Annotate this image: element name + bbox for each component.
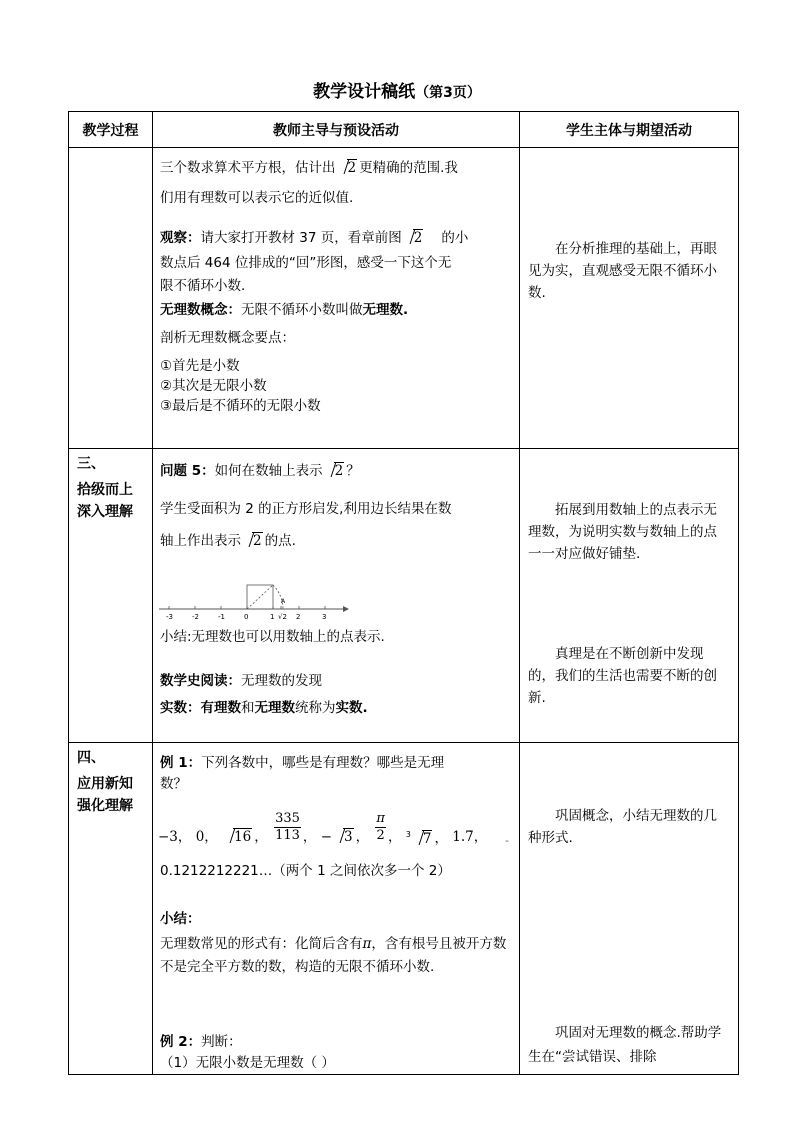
student-cell <box>520 449 739 743</box>
student-text: 在分析推理的基础上，再眼见为实，直观感受无限不循环小数. <box>528 241 717 301</box>
example-line: 例 1：下列各数中，哪些是有理数？哪些是无理 <box>160 755 445 771</box>
table-row <box>69 449 739 743</box>
text-line: 限不循环小数. <box>160 278 246 294</box>
example-line: 例 2：判断： <box>160 1034 242 1050</box>
text-line: 学生受面积为 2 的正方形启发,利用边长结果在数 <box>160 501 452 517</box>
axis-tick-label: √2 <box>278 613 287 621</box>
list-item: ③最后是不循环的无限小数 <box>160 398 321 414</box>
concept-line: 无理数概念：无限不循环小数叫做无理数. <box>160 302 409 318</box>
axis-tick-label: 3 <box>322 613 327 621</box>
text-line: 数点后 464 位排成的“回”形图，感受一下这个无 <box>160 255 452 271</box>
axis-tick-label: 2 <box>296 613 301 621</box>
stray-mark: - <box>505 834 509 847</box>
process-cell <box>69 449 153 743</box>
page-title <box>0 77 794 102</box>
process-cell-empty <box>69 148 153 449</box>
question-line: 问题 5：如何在数轴上表示 2 ？ <box>160 463 360 479</box>
title-main: 教学设计稿纸 <box>313 82 416 102</box>
sqrt-two: 2 <box>404 228 424 248</box>
axis-ticks <box>166 606 326 621</box>
section-title: 深入理解 <box>77 504 133 520</box>
axis-tick-label: 1 <box>270 613 275 621</box>
student-text: 巩固对无理数的概念.帮助学生在“尝试错误、排除 <box>528 1025 722 1065</box>
header-teacher: 教师主导与预设活动 <box>153 112 520 148</box>
point-label: A <box>281 598 286 605</box>
text-line: 三个数求算术平方根，估计出 2 更精确的范围.我 <box>160 160 458 176</box>
teacher-cell <box>153 449 520 743</box>
section-number: 四、 <box>77 750 105 766</box>
axis-arrow-icon <box>343 606 349 612</box>
number-list: −3， 0， 16 ， $\frac{335}{113}$ ， − 3 ， $\frac{\pi}{2}$ ， $^3$ 7 ， 1.7̇， <box>158 811 488 847</box>
text-line: 剖析无理数概念要点： <box>160 330 295 346</box>
text-line: 0.1212212221…（两个 1 之间依次多一个 2） <box>160 863 451 879</box>
axis-tick-label: -2 <box>192 613 199 621</box>
sqrt-two: 2 <box>338 158 358 178</box>
sqrt-two: 2 <box>243 531 263 551</box>
section-title: 强化理解 <box>77 798 133 814</box>
axis-tick-label: -1 <box>218 613 225 621</box>
table-row <box>69 743 739 1075</box>
header-process: 教学过程 <box>69 112 153 148</box>
student-text: 巩固概念，小结无理数的几种形式. <box>528 808 717 846</box>
text-line: 轴上作出表示 2 的点. <box>160 533 296 549</box>
student-text: 真理是在不断创新中发现的，我们的生活也需要不断的创新. <box>528 646 717 706</box>
sqrt-two: 2 <box>325 461 345 481</box>
student-cell <box>520 148 739 449</box>
student-text: 拓展到用数轴上的点表示无理数，为说明实数与数轴上的点一一对应做好铺垫. <box>528 502 717 562</box>
real-number-line: 实数：有理数和无理数统称为实数. <box>160 700 368 716</box>
list-item: ①首先是小数 <box>160 358 240 374</box>
arc <box>273 585 283 609</box>
table-row <box>69 148 739 449</box>
section-title: 应用新知 <box>77 776 133 792</box>
title-page-number: （第3页） <box>415 85 481 101</box>
diagonal <box>247 585 273 609</box>
axis-tick-label: -3 <box>166 613 173 621</box>
text-line: 们用有理数可以表示它的近似值. <box>160 190 354 206</box>
history-line: 数学史阅读：无理数的发现 <box>160 673 322 689</box>
axis-tick-label: 0 <box>244 613 249 621</box>
observe-line: 观察：请大家打开教材 37 页，看章前图 2 的小 <box>160 230 469 246</box>
lesson-table <box>68 111 739 1075</box>
header-row <box>69 112 739 148</box>
list-item: ②其次是无限小数 <box>160 378 267 394</box>
number-line-figure <box>157 573 357 623</box>
header-student: 学生主体与期望活动 <box>520 112 739 148</box>
summary-text: 无理数常见的形式有：化简后含有π，含有根号且被开方数不是完全平方数的数，构造的无限不循环小数. <box>160 936 507 975</box>
teacher-cell <box>153 743 520 1075</box>
question-line: （1）无限小数是无理数（ ） <box>160 1055 335 1071</box>
teacher-cell <box>153 148 520 449</box>
summary-line: 小结:无理数也可以用数轴上的点表示. <box>160 629 385 645</box>
process-cell <box>69 743 153 1075</box>
student-cell <box>520 743 739 1075</box>
section-number: 三、 <box>77 456 105 472</box>
summary-label: 小结： <box>160 911 201 927</box>
section-title: 拾级而上 <box>77 482 133 498</box>
text-line: 数？ <box>160 776 187 792</box>
